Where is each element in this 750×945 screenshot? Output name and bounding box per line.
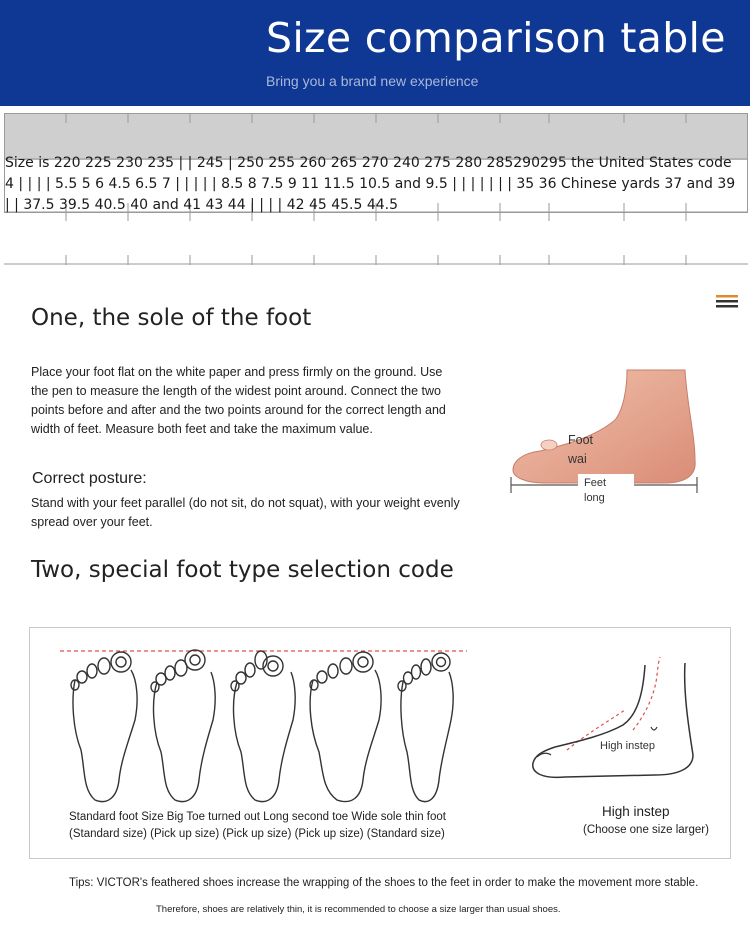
- foot-types-illustration: [55, 640, 475, 808]
- instructions-text: Place your foot flat on the white paper and press firmly on the ground. Use the pen to measure the length of the widest point around. Connect the two points before and after and the two points around for the correct length and width of feet. Measure both feet and take the maximum value.: [31, 365, 446, 436]
- high-instep-subtitle: (Choose one size larger): [583, 824, 709, 836]
- foot-length-label-2: long: [584, 492, 605, 504]
- section-one-title: One, the sole of the foot: [31, 305, 312, 331]
- high-instep-title: High instep: [602, 804, 670, 819]
- foot-width-label-2: wai: [568, 452, 587, 466]
- header-banner: [0, 0, 750, 106]
- high-instep-illustration: [525, 655, 705, 780]
- page-title: Size comparison table: [266, 14, 726, 62]
- size-table-text: Size is 220 225 230 235 | | 245 | 250 255 260 265 270 240 275 280 285290295 the United States code 4 | | | | 5.5 5 6 4.5 6.5 7 | | | | | 8.5 8 7.5 9 11 11.5 10.5 and 9.5 | | | | | | | 35 36 Chinese yards 37 and 39 | | 37.5 39.5 40.5 40 and 41 43 44 | | | | 42 45 45.5 44.5: [5, 155, 736, 213]
- length-label-box: [578, 474, 634, 506]
- hamburger-menu-icon[interactable]: [716, 295, 738, 308]
- posture-title: Correct posture:: [32, 470, 147, 487]
- high-instep-diagram-label: High instep: [600, 740, 656, 752]
- foot-type-caption-line1: Standard foot Size Big Toe turned out Long second toe Wide sole thin foot: [69, 811, 446, 823]
- page-subtitle: Bring you a brand new experience: [266, 73, 479, 89]
- foot-type-caption-line2: (Standard size) (Pick up size) (Pick up size) (Pick up size) (Standard size): [69, 828, 445, 840]
- foot-type-caption: [69, 809, 446, 843]
- foot-width-label-1: Foot: [568, 433, 594, 447]
- section-two-title: Two, special foot type selection code: [31, 557, 454, 583]
- tips-line-1: Tips: VICTOR's feathered shoes increase the wrapping of the shoes to the feet in order to make the movement more stable.: [69, 877, 699, 889]
- foot-length-label-1: Feet: [584, 477, 607, 489]
- tips-line-2: Therefore, shoes are relatively thin, it is recommended to choose a size larger than usual shoes.: [156, 904, 561, 915]
- posture-text: Stand with your feet parallel (do not sit, do not squat), with your weight evenly spread over your feet.: [31, 496, 460, 529]
